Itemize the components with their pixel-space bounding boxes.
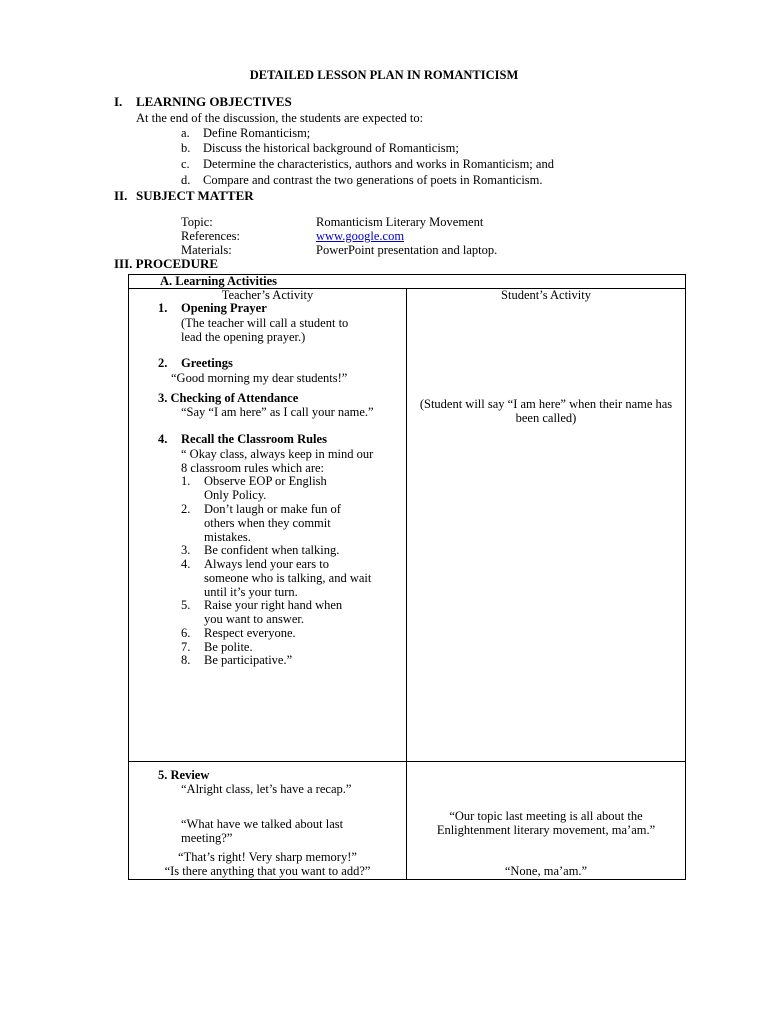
rules-intro: “ Okay class, always keep in mind our [181, 447, 374, 461]
table-border-bottom [128, 879, 686, 880]
review-add: “Is there anything that you want to add?” [164, 864, 371, 878]
rule-text: until it’s your turn. [204, 585, 298, 599]
rule-number: 4. [181, 557, 191, 571]
greetings-line: “Good morning my dear students!” [171, 371, 348, 385]
review-recap: “Alright class, let’s have a recap.” [181, 782, 352, 796]
rule-text: Be confident when talking. [204, 543, 340, 557]
subject-value-topic: Romanticism Literary Movement [316, 215, 484, 229]
rule-text: someone who is talking, and wait [204, 571, 372, 585]
rule-text: Respect everyone. [204, 626, 296, 640]
rules-num: 4. [158, 432, 168, 446]
table-border-left [128, 274, 129, 880]
objective-letter: c. [181, 157, 190, 171]
opening-prayer-num: 1. [158, 301, 168, 315]
rule-number: 5. [181, 598, 191, 612]
objective-text: Compare and contrast the two generations of poets in Romanticism. [203, 173, 543, 187]
subject-label-references: References: [181, 229, 240, 243]
review-student-answer: “Our topic last meeting is all about the Enlightenment literary movement, ma’am.” [436, 809, 656, 837]
rule-number: 8. [181, 653, 191, 667]
review-question: “What have we talked about last [181, 817, 344, 831]
table-border-middle [406, 288, 407, 880]
table-border-right [685, 274, 686, 880]
col-header-student: Student’s Activity [501, 288, 591, 302]
opening-prayer-line: (The teacher will call a student to [181, 316, 349, 330]
table-border-row1 [128, 761, 686, 762]
rule-number: 2. [181, 502, 191, 516]
subject-numeral: II. [114, 188, 128, 203]
rule-text: Always lend your ears to [204, 557, 329, 571]
subject-heading: SUBJECT MATTER [136, 188, 254, 203]
attendance-student-response: (Student will say “I am here” when their name has been called) [419, 397, 673, 425]
rule-text: Raise your right hand when [204, 598, 343, 612]
greetings-title: Greetings [181, 356, 233, 370]
opening-prayer-line: lead the opening prayer.) [181, 330, 306, 344]
objective-text: Determine the characteristics, authors and works in Romanticism; and [203, 157, 554, 171]
objectives-intro: At the end of the discussion, the students are expected to: [136, 111, 424, 125]
objective-letter: d. [181, 173, 191, 187]
rule-number: 7. [181, 640, 191, 654]
objective-text: Discuss the historical background of Romanticism; [203, 141, 459, 155]
rules-title: Recall the Classroom Rules [181, 432, 327, 446]
references-link[interactable]: www.google.com [316, 229, 405, 243]
subject-label-topic: Topic: [181, 215, 213, 229]
review-student-none: “None, ma’am.” [504, 864, 588, 878]
procedure-heading: III. PROCEDURE [114, 256, 219, 271]
review-sharp: “That’s right! Very sharp memory!” [178, 850, 357, 864]
rule-number: 6. [181, 626, 191, 640]
subject-label-materials: Materials: [181, 243, 232, 257]
review-title: 5. Review [158, 768, 210, 782]
objective-text: Define Romanticism; [203, 126, 311, 140]
rule-number: 3. [181, 543, 191, 557]
review-question: meeting?” [181, 831, 233, 845]
rule-text: you want to answer. [204, 612, 304, 626]
rule-text: others when they commit [204, 516, 331, 530]
rule-text: Observe EOP or English [204, 474, 327, 488]
rule-text: Be polite. [204, 640, 253, 654]
subject-value-materials: PowerPoint presentation and laptop. [316, 243, 498, 257]
attendance-title: 3. Checking of Attendance [158, 391, 299, 405]
rule-text: Be participative.” [204, 653, 293, 667]
rule-text: mistakes. [204, 530, 251, 544]
rules-intro: 8 classroom rules which are: [181, 461, 325, 475]
opening-prayer-title: Opening Prayer [181, 301, 267, 315]
objectives-numeral: I. [114, 94, 123, 109]
rule-text: Don’t laugh or make fun of [204, 502, 341, 516]
objective-letter: a. [181, 126, 190, 140]
rule-text: Only Policy. [204, 488, 267, 502]
objectives-heading: LEARNING OBJECTIVES [136, 94, 292, 109]
col-header-teacher: Teacher’s Activity [221, 288, 314, 302]
greetings-num: 2. [158, 356, 168, 370]
table-heading: A. Learning Activities [160, 274, 278, 288]
rule-number: 1. [181, 474, 191, 488]
document-title: DETAILED LESSON PLAN IN ROMANTICISM [249, 68, 519, 82]
attendance-line: “Say “I am here” as I call your name.” [181, 405, 374, 419]
objective-letter: b. [181, 141, 191, 155]
